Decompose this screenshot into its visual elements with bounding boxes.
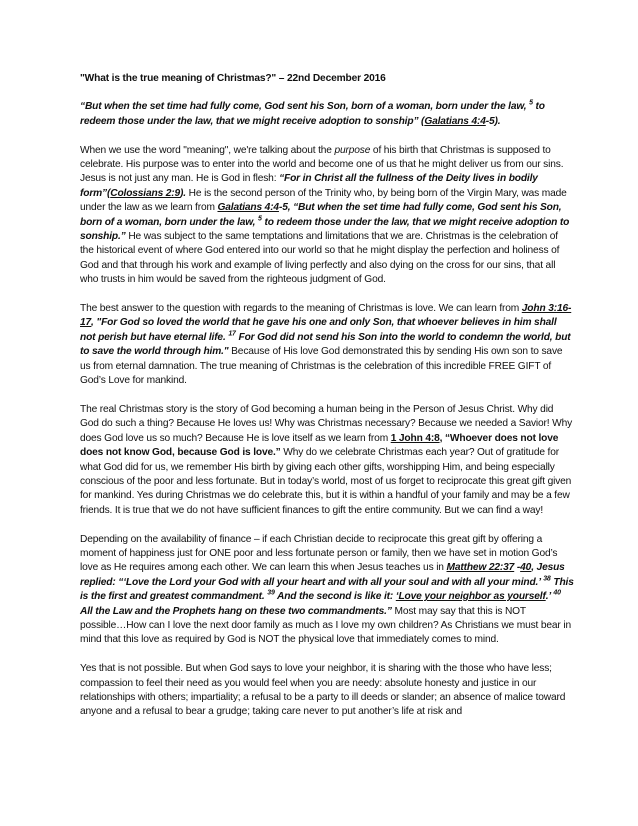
scripture-reference: Matthew 22:37 <box>446 562 515 574</box>
reference-tail: -5, <box>278 202 291 214</box>
body-text: Yes that is not possible. But when God says to love your neighbor, it is sharing with the those who have less; compassion to feel their need as you would feel when you are needy: absolute honesty and justice in our relationships with others; impartiality; a refusal to be a party to ill deeds or slander; an absence of malice toward anyone and a refusal to bear a grudge; taking care never to put another’s life at risk and <box>80 663 566 718</box>
verse-number: 5 <box>258 215 262 223</box>
body-text: When we use the word "meaning", we're talking about the <box>80 144 335 156</box>
quote-text: to redeem those under the law, that we might receive adoption to sonship” ( <box>80 101 545 127</box>
scripture-reference: 40 <box>520 562 532 574</box>
body-text: He was subject to the same temptations and limitations that we are. Christmas is the celebration of the historical event of where God entered into our world so that he might display the perfection and holiness of God and that through his work and example of living perfectly and also dying on the cross for our sins, that all who trusts in him would be saved from the righteous judgment of God. <box>80 231 560 286</box>
paragraph-opening-quote <box>80 100 574 129</box>
reference-tail: - <box>514 562 521 574</box>
verse-number: 39 <box>267 589 275 597</box>
quote-text: This is the first and greatest commandment. <box>80 576 574 603</box>
paragraph-love <box>80 302 574 388</box>
paragraph-reciprocate <box>80 533 574 648</box>
quote-text: , "For God so loved the world that he gave his one and only Son, that whoever believes in him shall not perish but have eternal life. <box>80 317 557 343</box>
quote-text: ). <box>180 187 186 199</box>
paragraph-christmas-story <box>80 403 574 518</box>
reference-tail: -5). <box>485 115 501 127</box>
quote-text: And the second is like it: <box>274 591 396 603</box>
scripture-reference: Galatians 4:4 <box>424 115 486 127</box>
body-text: Because of His love God demonstrated this by sending His own son to save us from eternal damnation. The true meaning of Christmas is the celebration of this incredible FREE GIFT of God’s Love for mankind. <box>80 346 563 387</box>
body-text: The best answer to the question with regards to the meaning of Christmas is love. We can learn from <box>80 303 522 315</box>
quote-text: For God did not send his Son into the world to condemn the world, but to save the world through him." <box>80 331 571 358</box>
quote-text: , Jesus replied: “‘Love the Lord your God with all your heart and with all your soul and with all your mind.’ <box>80 562 565 588</box>
quote-text: “For in Christ all the fullness of the Deity lives in bodily form”( <box>80 173 538 199</box>
body-text: of his birth that Christmas is supposed to celebrate. His purpose was to enter into the world and become one of us that he might deliver us from our sins. Jesus is not just any man. He is God in flesh: <box>80 144 564 185</box>
body-text: Why do we celebrate Christmas each year? Out of gratitude for what God did for us, we remember His birth by giving each other gifts, worshipping Him, and being especially conscious of the poor and less fortunate. But in today’s world, most of us forget to reciprocate this great gift given for mankind. Yes during Christmas we do celebrate this, but it is within a handful of your family and may be a few friends. It is true that we do not have sufficient finances to gift the entire community. But we can find a way! <box>80 447 572 516</box>
body-text: The real Christmas story is the story of God becoming a human being in the Person of Jesus Christ. Why did God do such a thing? Because He loves us! Why was Christmas necessary? Because we needed a Savior! Why does God love us so much? Because He is love itself as we learn from <box>80 403 573 444</box>
verse-number: 17 <box>228 330 236 338</box>
quote-text: “But when the set time had fully come, God sent his Son, born of a woman, born under the law, <box>80 202 562 228</box>
paragraph-neighbor <box>80 662 574 720</box>
emphasis-purpose: purpose <box>334 144 371 156</box>
verse-number: 40 <box>553 589 561 597</box>
scripture-reference: ‘Love your neighbor as yourself <box>395 591 546 603</box>
quote-text: All the Law and the Prophets hang on these two commandments.” <box>80 605 392 617</box>
quote-text: .’ <box>545 591 554 603</box>
quote-text: “But when the set time had fully come, God sent his Son, born of a woman, born under the law, <box>80 101 530 113</box>
document-title: "What is the true meaning of Christmas?" – 22nd December 2016 <box>80 73 386 84</box>
quote-text: , “Whoever does not love does not know God, because God is love.” <box>80 432 559 459</box>
body-text: Depending on the availability of finance – if each Christian decide to reciprocate this great gift by offering a moment of happiness just for ONE poor and less fortunate person or family, then we have set in motion God’s love as He requires among each other. We can learn this when Jesus teaches us in <box>80 533 558 574</box>
scripture-reference: John 3:16-17 <box>80 303 572 329</box>
body-text: He is the second person of the Trinity who, by being born of the Virgin Mary, was made under the law as we learn from <box>80 187 567 214</box>
quote-text: to redeem those under the law, that we might receive adoption to sonship.” <box>80 216 570 243</box>
verse-number: 38 <box>543 575 551 583</box>
scripture-reference: 1 John 4:8 <box>390 432 440 444</box>
scripture-reference: Galatians 4:4 <box>217 202 279 214</box>
scripture-reference: Colossians 2:9 <box>110 187 181 199</box>
paragraph-meaning <box>80 144 574 288</box>
body-text: Most may say that this is NOT possible…How can I love the next door family as much as I love my own children? As Christians we must bear in mind that this love as required by God is NOT the physical love that immediately comes to mind. <box>80 605 571 646</box>
verse-number: 5 <box>529 100 533 108</box>
